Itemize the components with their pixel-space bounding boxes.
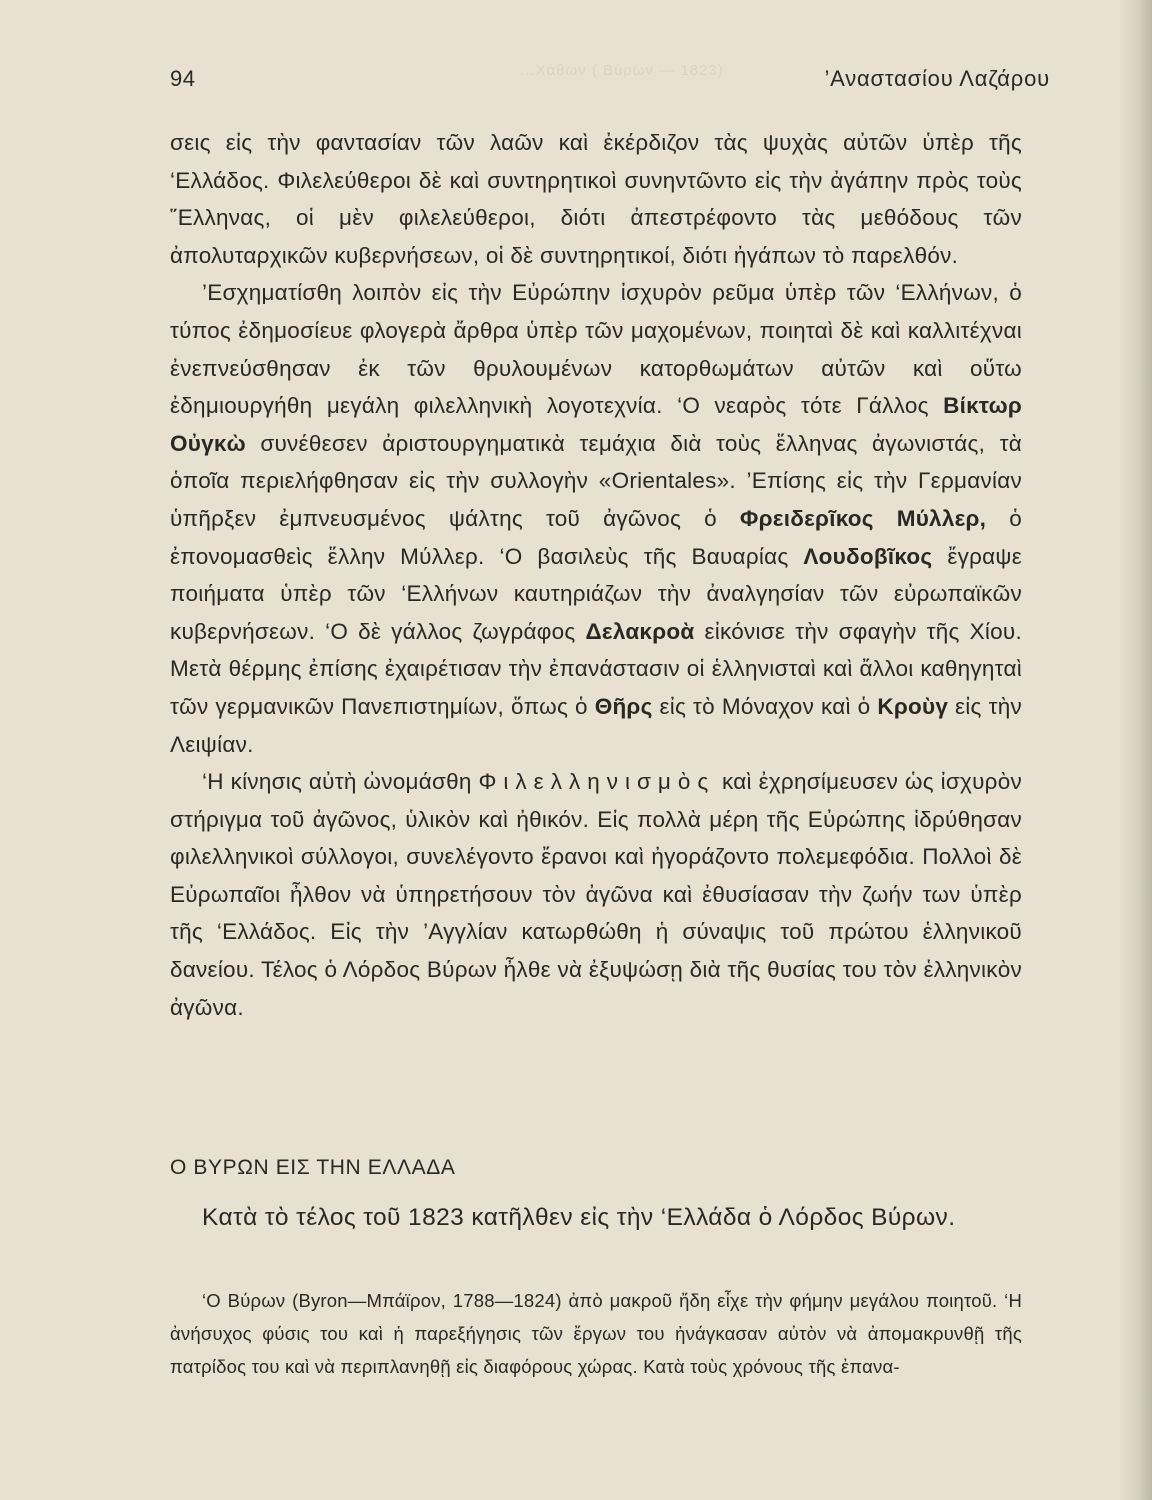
name-friedrich-muller: Φρειδερῖκος Μύλλερ,: [739, 505, 987, 531]
section-lead: [170, 1198, 1022, 1238]
footnote: [170, 1284, 1022, 1383]
footnote-paragraph: ‘Ο Βύρων (Byron—Μπάϊρον, 1788—1824) ἀπὸ μακροῦ ἤδη εἶχε τὴν φήμην μεγάλου ποιητοῦ. ‘Η ἀνήσυχος φύσις του καὶ ἡ παρεξήγησις τῶν ἔργων του ἠνάγκασαν αὐτὸν νὰ ἀπομακρυνθῇ τῆς πατρίδος του καὶ νὰ περιπλανηθῇ εἰς διαφόρους χώρας. Κατὰ τοὺς χρόνους τῆς ἐπανα-: [170, 1290, 1022, 1377]
paragraph-1: σεις εἰς τὴν φαντασίαν τῶν λαῶν καὶ ἐκέρδιζον τὰς ψυχὰς αὐτῶν ὑπὲρ τῆς ‘Ελλάδος. Φιλελεύθεροι δὲ καὶ συντηρητικοὶ συνηντῶντο εἰς τὴν ἀγάπην πρὸς τοὺς ῞Ελληνας, οἱ μὲν φιλελεύθεροι, διότι ἀπεστρέφοντο τὰς μεθόδους τῶν ἀπολυταρχικῶν κυβερνήσεων, οἱ δὲ συντηρητικοί, διότι ἠγάπων τὸ παρελθόν.: [170, 130, 1022, 268]
paragraph-3: [170, 763, 1022, 1026]
section-heading: Ο ΒΥΡΩΝ ΕΙΣ ΤΗΝ ΕΛΛΑΔΑ: [170, 1156, 456, 1179]
running-head: ’Αναστασίου Λαζάρου: [824, 66, 1050, 91]
name-krug: Κροὺγ: [877, 693, 949, 719]
text-run: ὁ ἐπονομασθεὶς ἕλλην Μύλλερ. ‘Ο βασιλεὺς τῆς Βαυαρίας: [170, 505, 1022, 569]
name-victor-hugo: Βίκτωρ Οὐγκὼ: [170, 393, 1022, 456]
name-ludwig: Λουδοβῖκος: [803, 543, 933, 569]
paragraph-2: [170, 274, 1022, 763]
text-run: εἰς τὸ Μόναχον καὶ ὁ: [659, 693, 871, 719]
text-run: εἰκόνισε τὴν σφαγὴν τῆς Χίου. Μετὰ θέρμης ἐπίσης ἐχαιρέτισαν τὴν ἐπανάστασιν οἱ ἑλληνισταὶ καὶ ἄλλοι καθηγηταὶ τῶν γερμανικῶν Πανεπιστημίων, ὅπως ὁ: [170, 618, 1022, 719]
text-run: συνέθεσεν ἀριστουργηματικὰ τεμάχια διὰ τοὺς ἕλληνας ἀγωνιστάς, τὰ ὁποῖα περιελήφθησαν εἰς τὴν συλλογὴν «Orientales». ’Επίσης εἰς τὴν Γερμανίαν ὑπῆρξεν ἐμπνευσμένος ψάλτης τοῦ ἀγῶνος ὁ: [170, 430, 1022, 531]
text-run: ἔγραψε ποιήματα ὑπὲρ τῶν ‘Ελλήνων καυτηριάζων τὴν ἀναλγησίαν τῶν εὐρωπαϊκῶν κυβερνήσεων. ‘Ο δὲ γάλλος ζωγράφος: [170, 543, 1022, 644]
text-run: εἰς τὴν Λειψίαν.: [170, 693, 1022, 757]
lead-paragraph: Κατὰ τὸ τέλος τοῦ 1823 κατῆλθεν εἰς τὴν ‘Ελλάδα ὁ Λόρδος Βύρων.: [202, 1204, 956, 1231]
name-delacroix: Δελακροὰ: [585, 618, 695, 644]
name-thiersch: Θῆρς: [594, 693, 653, 719]
text-run: καὶ ἐχρησίμευσεν ὡς ἰσχυρὸν στήριγμα τοῦ ἀγῶνος, ὑλικὸν καὶ ἠθικόν. Εἰς πολλὰ μέρη τῆς Εὐρώπης ἱδρύθησαν φιλελληνικοὶ σύλλογοι, συνελέγοντο ἔρανοι καὶ ἠγοράζοντο πολεμεφόδια. Πολλοὶ δὲ Εὐρωπαῖοι ἦλθον νὰ ὑπηρετήσουν τὸν ἀγῶνα καὶ ἐθυσίασαν τὴν ζωήν των ὑπὲρ τῆς ‘Ελλάδος. Εἰς τὴν ’Αγγλίαν κατωρθώθη ἡ σύναψις τοῦ πρώτου ἑλληνικοῦ δανείου. Τέλος ὁ Λόρδος Βύρων ἦλθε νὰ ἐξυψώσῃ διὰ τῆς θυσίας του τὸν ἑλληνικὸν ἀγῶνα.: [170, 769, 1022, 1020]
bleed-through-text: ...Χάθων ( Βύρων — 1823): [520, 62, 724, 79]
text-run: ‘Η κίνησις αὐτὴ ὠνομάσθη: [202, 769, 472, 795]
page-edge-shadow: [1118, 0, 1152, 1500]
page-header: [170, 66, 1050, 106]
body-text: [170, 124, 1022, 1026]
page-number: 94: [170, 66, 196, 91]
text-run: ’Εσχηματίσθη λοιπὸν εἰς τὴν Εὐρώπην ἰσχυρὸν ρεῦμα ὑπὲρ τῶν ‘Ελλήνων, ὁ τύπος ἐδημοσίευε φλογερὰ ἄρθρα ὑπὲρ τῶν μαχομένων, ποιηταὶ δὲ καὶ καλλιτέχναι ἐνεπνεύσθησαν ἐκ τῶν θρυλουμένων κατορθωμάτων αὐτῶν καὶ οὕτω ἐδημιουργήθη μεγάλη φιλελληνικὴ λογοτεχνία. ‘Ο νεαρὸς τότε Γάλλος: [170, 280, 1022, 419]
term-philhellenism: Φιλελληνισμὸς: [478, 769, 716, 795]
